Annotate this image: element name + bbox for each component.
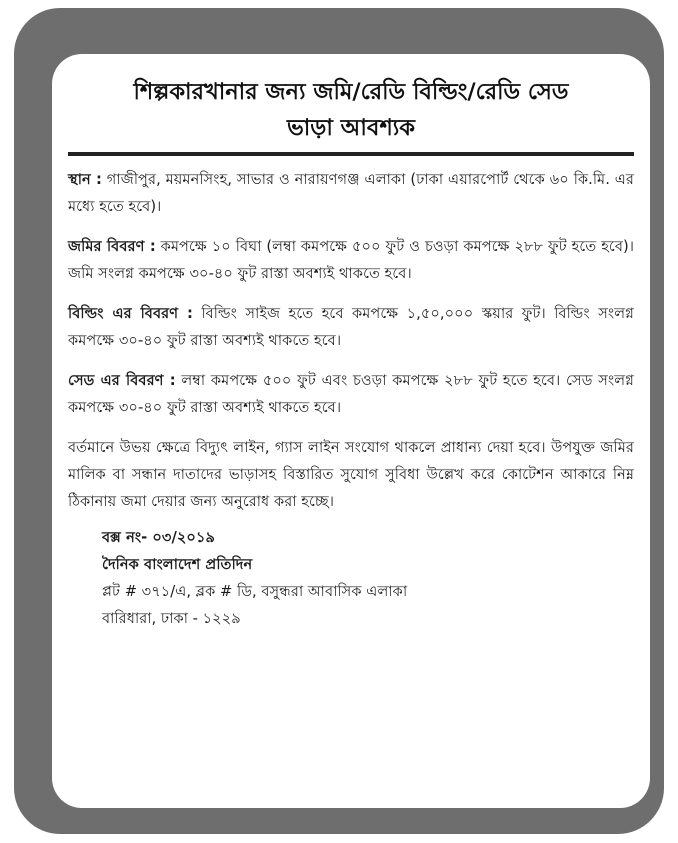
title-line-1: শিল্পকারখানার জন্য জমি/রেডি বিল্ডিং/রেডি সেড (133, 79, 569, 105)
building-paragraph (68, 300, 634, 354)
newspaper-name: দৈনিক বাংলাদেশ প্রতিদিন (102, 556, 253, 573)
title-divider (68, 152, 634, 156)
address-line-2: বারিধারা, ঢাকা - ১২২৯ (102, 610, 241, 627)
shed-paragraph (68, 367, 634, 421)
land-label: জমির বিবরণ : (68, 238, 156, 255)
advertisement-frame (14, 8, 664, 834)
location-label: স্থান : (68, 171, 102, 188)
notice-title (70, 74, 632, 146)
advertisement-card (52, 54, 650, 808)
building-text: বিল্ডিং সাইজ হতে হবে কমপক্ষে ১,৫০,০০০ স্কয়ার ফুট। বিল্ডিং সংলগ্ন কমপক্ষে ৩০-৪০ ফুট রাস্তা অবশ্যই থাকতে হবে। (68, 305, 635, 349)
building-label: বিল্ডিং এর বিবরণ : (68, 305, 193, 322)
box-number: বক্স নং- ০৩/২০১৯ (102, 529, 216, 546)
address-line-1: প্লট # ৩৭১/এ, ব্লক # ডি, বসুন্ধরা আবাসিক এলাকা (102, 583, 408, 600)
location-paragraph (68, 166, 634, 220)
shed-label: সেড এর বিবরণ : (68, 372, 176, 389)
location-text: গাজীপুর, ময়মনসিংহ, সাভার ও নারায়ণগঞ্জ এলাকা (ঢাকা এয়ারপোর্ট থেকে ৬০ কি.মি. এর মধ্যে হতে হবে)। (68, 171, 634, 215)
land-text: কমপক্ষে ১০ বিঘা (লম্বা কমপক্ষে ৫০০ ফুট ও চওড়া কমপক্ষে ২৮৮ ফুট হতে হবে)। জমি সংলগ্ন কমপক্ষে ৩০-৪০ ফুট রাস্তা অবশ্যই থাকতে হবে। (68, 238, 634, 282)
contact-address (102, 524, 650, 632)
notice-body (68, 166, 634, 515)
shed-text: লম্বা কমপক্ষে ৫০০ ফুট এবং চওড়া কমপক্ষে ২৮৮ ফুট হতে হবে। সেড সংলগ্ন কমপক্ষে ৩০-৪০ ফুট রাস্তা অবশ্যই থাকতে হবে। (68, 372, 635, 416)
land-paragraph (68, 233, 634, 287)
title-line-2: ভাড়া আবশ্যক (286, 115, 416, 141)
closing-paragraph: বর্তমানে উভয় ক্ষেত্রে বিদ্যুৎ লাইন, গ্যাস লাইন সংযোগ থাকলে প্রাধান্য দেয়া হবে। উপযুক্ত জমির মালিক বা সন্ধান দাতাদের ভাড়াসহ বিস্তারিত সুযোগ সুবিধা উল্লেখ করে কোটেশন আকারে নিম্ন ঠিকানায় জমা দেয়ার জন্য অনুরোধ করা হচ্ছে। (68, 439, 634, 510)
